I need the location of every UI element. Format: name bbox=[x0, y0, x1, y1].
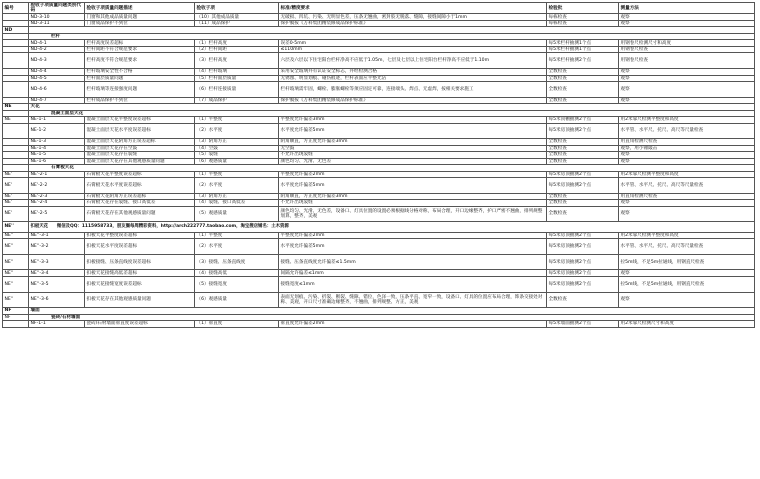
table-cell: NE'-2-4 bbox=[29, 200, 85, 207]
table-cell: （4）空鼓 bbox=[195, 145, 279, 152]
table-cell: 观察 bbox=[619, 292, 755, 308]
table-cell: ND-3-11 bbox=[29, 20, 85, 27]
table-cell: （3）接缝、压条直线度 bbox=[195, 254, 279, 270]
table-cell: 全数检查 bbox=[547, 75, 619, 82]
table-cell: NE' bbox=[3, 206, 29, 222]
table-cell: （2）栏杆间距 bbox=[195, 46, 279, 53]
table-cell: NE' bbox=[3, 200, 29, 207]
table-cell: ≤110mm bbox=[279, 46, 547, 53]
table-cell: 每5米栏杆抽测2个点 bbox=[547, 53, 619, 69]
table-cell: 水平度允许偏差5mm bbox=[279, 178, 547, 194]
table-cell: （4）栏杆玻璃 bbox=[195, 69, 279, 76]
table-cell: （2）水平度 bbox=[195, 239, 279, 255]
section-title: 石膏板天花 bbox=[29, 165, 755, 172]
table-cell: 无破损、凹坑、污染、无明显色差，压条无翘曲，密封胶无脱落、缝隙，接缝间隙小于1mm bbox=[279, 14, 547, 21]
table-cell: ND-4-7 bbox=[29, 97, 85, 104]
section-title: 天花 bbox=[29, 104, 755, 111]
table-cell: 石膏板天花平整度误差超标 bbox=[85, 171, 195, 178]
table-cell: 混凝土面层天花存在空鼓 bbox=[85, 145, 195, 152]
table-cell: NE-1-2 bbox=[29, 123, 85, 139]
table-cell: 扣板接缝、压条直线度误差超标 bbox=[85, 254, 195, 270]
table-cell: （4）接缝高低 bbox=[195, 270, 279, 277]
table-cell: 平整度允许偏差2mm bbox=[279, 171, 547, 178]
table-cell: NE''-3-6 bbox=[29, 292, 85, 308]
table-cell: 门窗和其他成品质量问题 bbox=[85, 14, 195, 21]
table-cell: ND-4-5 bbox=[29, 75, 85, 82]
table-cell: 全数检查 bbox=[547, 206, 619, 222]
section-title: 栏杆 bbox=[29, 33, 755, 40]
table-cell: （2）水平度 bbox=[195, 178, 279, 194]
table-cell: 全数检查 bbox=[547, 139, 619, 146]
table-cell: ND-4-2 bbox=[29, 46, 85, 53]
table-cell: 栏杆玻璃等连接强度问题 bbox=[85, 82, 195, 98]
table-cell: 用2米靠尺检测平整度和高度 bbox=[619, 171, 755, 178]
inspection-table bbox=[2, 2, 755, 328]
table-cell: NE-1-1 bbox=[29, 117, 85, 124]
table-cell: NE bbox=[3, 117, 29, 124]
inspection-sheet bbox=[0, 2, 760, 479]
table-cell: 全数检查 bbox=[547, 200, 619, 207]
section-code: NF bbox=[3, 308, 29, 315]
table-cell: 每5米房顶抽测2个点 bbox=[547, 178, 619, 194]
table-cell: （5）接缝宽度 bbox=[195, 276, 279, 292]
table-cell: 全数检查 bbox=[547, 152, 619, 159]
table-cell: （6）观感质量 bbox=[195, 292, 279, 308]
table-cell: （5）观感质量 bbox=[195, 206, 279, 222]
table-cell: NE'' bbox=[3, 276, 29, 292]
table-cell: 石膏板天花存在其他观感质量问题 bbox=[85, 206, 195, 222]
table-cell: 颜色均匀、光滑、无色差 bbox=[279, 158, 547, 165]
table-cell: 观察 bbox=[619, 97, 755, 104]
table-cell: 用钢卷尺检测尺寸和高度 bbox=[619, 40, 755, 47]
table-row bbox=[3, 292, 755, 308]
table-cell: （5）裂缝 bbox=[195, 152, 279, 159]
table-cell: （2）水平度 bbox=[195, 123, 279, 139]
section-title: 墙面 bbox=[29, 308, 755, 315]
table-cell: 观察，用小锤敲击 bbox=[619, 145, 755, 152]
table-cell: 无锈蚀、明显划痕、碰伤痕迹，栏杆表面应平整光洁 bbox=[279, 75, 547, 82]
table-cell: 全数检查 bbox=[547, 193, 619, 200]
table-cell: 保护膜按《万科集团精装修成品保护标准》 bbox=[279, 97, 547, 104]
table-cell: 每5米房顶抽测2个点 bbox=[547, 171, 619, 178]
table-cell: 石膏板天花阴角方正误差超标 bbox=[85, 193, 195, 200]
table-cell: （1）平整度 bbox=[195, 171, 279, 178]
table-cell: 栏杆玻璃需牢固，螺栓、膨胀螺栓等须应固定可靠，连接端头、焊点、无虚焊，按相关要求施工 bbox=[279, 82, 547, 98]
table-cell: NE'' bbox=[3, 232, 29, 239]
table-cell: NE'-2-3 bbox=[29, 193, 85, 200]
header-cell: 验收子项质量问题描述 bbox=[85, 3, 195, 14]
table-cell: （3）阴角方正 bbox=[195, 139, 279, 146]
table-cell: （1）平整度 bbox=[195, 117, 279, 124]
table-cell: 水平管、水平尺、托尺、高尺等尺量检查 bbox=[619, 123, 755, 139]
table-cell: （1）垂直度 bbox=[195, 321, 279, 328]
table-cell: 混凝土面层天花存在裂缝 bbox=[85, 152, 195, 159]
table-cell: 颜色均匀、光滑、无色差，设备口、灯具位置的设置必须根据线分格对称，布局合理，开口边缘整齐，护口严密不翘曲，排列规整划算，整齐，美观 bbox=[279, 206, 547, 222]
table-cell: 栏杆高度不符合规范要求 bbox=[85, 53, 195, 69]
table-row bbox=[3, 276, 755, 292]
table-cell: 不允许出现裂缝 bbox=[279, 200, 547, 207]
table-cell: 拉5m线，不足5m拉通线，用钢直尺检查 bbox=[619, 254, 755, 270]
table-cell: NE'' bbox=[3, 254, 29, 270]
table-cell: NF-1-1 bbox=[29, 321, 85, 328]
table-cell: 栏杆间距不符合规范要求 bbox=[85, 46, 195, 53]
table-cell: 误差0-5mm bbox=[279, 40, 547, 47]
table-cell: （3）阴角方正 bbox=[195, 193, 279, 200]
table-cell: 每栋检查 bbox=[547, 20, 619, 27]
table-cell: NE' bbox=[3, 193, 29, 200]
table-cell: NE-1-3 bbox=[29, 139, 85, 146]
table-cell: 观察 bbox=[619, 200, 755, 207]
header-cell: 验收子项 bbox=[195, 3, 279, 14]
table-cell: 栏杆高度误差超标 bbox=[85, 40, 195, 47]
table-cell: 每栋检查 bbox=[547, 14, 619, 21]
table-cell: （6）观感质量 bbox=[195, 158, 279, 165]
table-cell: 观察 bbox=[619, 270, 755, 277]
table-cell: 每5米房顶抽测2个点 bbox=[547, 239, 619, 255]
table-cell bbox=[3, 82, 29, 98]
table-cell: 全数检查 bbox=[547, 82, 619, 98]
table-cell: 扣板天花接缝高低差超标 bbox=[85, 270, 195, 277]
table-cell: 每5米栏杆抽测1个点 bbox=[547, 40, 619, 47]
table-cell: 混凝土面层天花存在其他观感质量问题 bbox=[85, 158, 195, 165]
table-cell: 栏杆成品保护不到位 bbox=[85, 97, 195, 104]
table-cell: 瓷砖/石材墙面垂直度误差超标 bbox=[85, 321, 195, 328]
table-cell: 用钢卷尺检查 bbox=[619, 46, 755, 53]
table-cell: ND-4-4 bbox=[29, 69, 85, 76]
table-cell: 栏杆面层质量问题 bbox=[85, 75, 195, 82]
table-cell: 接缝、压条直线度允许偏差≤1.5mm bbox=[279, 254, 547, 270]
table-cell: 全数检查 bbox=[547, 292, 619, 308]
table-cell: NE-1-5 bbox=[29, 152, 85, 159]
table-cell: 栏杆玻璃安全性不合格 bbox=[85, 69, 195, 76]
table-cell: 石膏板天花存在裂缝、接口高低差 bbox=[85, 200, 195, 207]
table-cell: NE''-3-2 bbox=[29, 239, 85, 255]
table-cell: 接缝宽度≤1mm bbox=[279, 276, 547, 292]
table-cell: 全数检查 bbox=[547, 69, 619, 76]
table-cell: ND-4-1 bbox=[29, 40, 85, 47]
table-row bbox=[3, 82, 755, 98]
table-row bbox=[3, 178, 755, 194]
table-row bbox=[3, 206, 755, 222]
table-cell: 混凝土面层天花阴角方正误差超标 bbox=[85, 139, 195, 146]
table-cell: 观察 bbox=[619, 152, 755, 159]
table-cell: NE' bbox=[3, 171, 29, 178]
table-cell: 平整度允许偏差2mm bbox=[279, 232, 547, 239]
table-row bbox=[3, 239, 755, 255]
table-cell: 表面无划痕、污染、折裂、断裂、缝隙、错位，色泽一致，压条平直、宽窄一致，设备口、灯具的位置应布局合理，饰条交接处对称、美观，开口尺寸准确边缘整齐，不翘曲，排列规整、方正，美观 bbox=[279, 292, 547, 308]
table-cell: 石膏板天花水平度误差超标 bbox=[85, 178, 195, 194]
table-cell: （1）平整度 bbox=[195, 232, 279, 239]
table-cell: 全数检查 bbox=[547, 145, 619, 152]
table-cell: 间隔允许偏差≤1mm bbox=[279, 270, 547, 277]
table-cell: 观察 bbox=[619, 206, 755, 222]
table-cell: NE'-2-1 bbox=[29, 171, 85, 178]
table-cell: 全数检查 bbox=[547, 97, 619, 104]
table-cell: NE' bbox=[3, 178, 29, 194]
table-cell: 拉5m线，不足5m拉通线，用钢直尺检查 bbox=[619, 276, 755, 292]
section-title: 混凝土面层天花 bbox=[29, 110, 755, 117]
table-cell: 用2米靠尺检测平整度和高度 bbox=[619, 232, 755, 239]
table-cell: （5）栏杆面层质量 bbox=[195, 75, 279, 82]
table-cell: 每5米墙面抽测2个点 bbox=[547, 321, 619, 328]
table-cell: 扣板天花接缝宽度误差超标 bbox=[85, 276, 195, 292]
table-cell: 混凝土面层天花平整度误差超标 bbox=[85, 117, 195, 124]
table-cell: 平整度允许偏差3mm bbox=[279, 117, 547, 124]
table-cell: 阴角顺直，方正度允许偏差3mm bbox=[279, 193, 547, 200]
table-cell: 阴角顺直，方正度允许偏差3mm bbox=[279, 139, 547, 146]
table-cell: 用直角检测尺检查 bbox=[619, 139, 755, 146]
table-cell: （11）成品保护 bbox=[195, 20, 279, 27]
table-cell: 扣板天花水平度误差超标 bbox=[85, 239, 195, 255]
section-title: 瓷砖/石材墙面 bbox=[29, 314, 755, 321]
header-cell: 测量方法 bbox=[619, 3, 755, 14]
table-cell bbox=[3, 53, 29, 69]
table-cell: 采用安全玻璃并有认证安全标志，并经检测合格 bbox=[279, 69, 547, 76]
table-cell: 每5米房顶抽测2个点 bbox=[547, 254, 619, 270]
table-cell: NE'-2-5 bbox=[29, 206, 85, 222]
table-cell: ND-4-3 bbox=[29, 53, 85, 69]
table-row bbox=[3, 254, 755, 270]
table-cell: 观察 bbox=[619, 20, 755, 27]
table-row bbox=[3, 123, 755, 139]
table-cell: NE''-3-3 bbox=[29, 254, 85, 270]
table-cell: 每5米栏杆抽测1个点 bbox=[547, 46, 619, 53]
table-cell: NE-1-6 bbox=[29, 158, 85, 165]
table-cell: 每5米顶棚抽测2个点 bbox=[547, 117, 619, 124]
table-cell: ND-4-6 bbox=[29, 82, 85, 98]
table-cell: 扣板天花平整度误差超标 bbox=[85, 232, 195, 239]
header-cell: 编号 bbox=[3, 3, 29, 14]
table-cell: 观察 bbox=[619, 82, 755, 98]
table-cell: 扣板天花存在其他观感质量问题 bbox=[85, 292, 195, 308]
section-code: NE bbox=[3, 104, 29, 111]
section-code: ND bbox=[3, 27, 29, 34]
table-cell: 水平度允许偏差5mm bbox=[279, 123, 547, 139]
table-cell: 无空鼓 bbox=[279, 145, 547, 152]
table-cell: 用2米靠尺检测尺寸和高度 bbox=[619, 321, 755, 328]
table-cell: NE''-3-4 bbox=[29, 270, 85, 277]
table-row bbox=[3, 53, 755, 69]
table-cell: （3）栏杆高度 bbox=[195, 53, 279, 69]
table-cell: 观察 bbox=[619, 14, 755, 21]
table-cell: ND-3-10 bbox=[29, 14, 85, 21]
table-cell: （6）栏杆连接质量 bbox=[195, 82, 279, 98]
table-cell: 观察 bbox=[619, 75, 755, 82]
section-code: NE'' bbox=[3, 222, 29, 232]
table-cell: 垂直度允许偏差2mm bbox=[279, 321, 547, 328]
table-cell: 全数检查 bbox=[547, 158, 619, 165]
table-cell: NE'' bbox=[3, 292, 29, 308]
header-cell: 验收子项质量问题类别代码 bbox=[29, 3, 85, 14]
table-cell: （7）成品保护 bbox=[195, 97, 279, 104]
table-cell: 观察 bbox=[619, 69, 755, 76]
banner-row bbox=[3, 222, 755, 232]
table-cell bbox=[3, 321, 29, 328]
table-cell: 门窗成品保护不到位 bbox=[85, 20, 195, 27]
table-cell: 保护膜按《万科集团精装修成品保护标准》 bbox=[279, 20, 547, 27]
table-cell: NE'' bbox=[3, 239, 29, 255]
table-cell: 用钢卷尺检查 bbox=[619, 53, 755, 69]
banner-text: 扣板天花 微信及QQ：1115958733，朋友圈每周精彩资料，http://arch222777.taobao.com，淘宝搜店铺名：土木资源 bbox=[29, 222, 755, 232]
section-code: NF bbox=[3, 314, 29, 321]
table-cell: NE''-3-1 bbox=[29, 232, 85, 239]
table-cell: 每5米房顶抽测2个点 bbox=[547, 276, 619, 292]
table-cell: NE''-3-5 bbox=[29, 276, 85, 292]
table-cell: 不允许出现裂缝 bbox=[279, 152, 547, 159]
header-cell: 检验批 bbox=[547, 3, 619, 14]
table-row bbox=[3, 321, 755, 328]
header-cell: 标准/精度要求 bbox=[279, 3, 547, 14]
table-cell: 水平度允许偏差5mm bbox=[279, 239, 547, 255]
table-cell: NE-1-4 bbox=[29, 145, 85, 152]
table-cell: 混凝土面层天花水平度误差超标 bbox=[85, 123, 195, 139]
table-cell: 水平管、水平尺、托尺、高尺等尺量检查 bbox=[619, 239, 755, 255]
table-cell: NE'' bbox=[3, 270, 29, 277]
table-body bbox=[3, 14, 755, 327]
header-row bbox=[3, 3, 755, 14]
table-cell: 用直角检测尺检查 bbox=[619, 193, 755, 200]
table-cell: NE'-2-2 bbox=[29, 178, 85, 194]
table-cell: 观察 bbox=[619, 158, 755, 165]
table-cell: 六层及六层以下住宅阳台栏杆净高不应低于1.05m，七层及七层以上住宅阳台栏杆净高不应低于1.10m bbox=[279, 53, 547, 69]
table-cell: 每5米房顶抽测2个点 bbox=[547, 270, 619, 277]
table-cell: 每5米房顶抽测2个点 bbox=[547, 232, 619, 239]
table-cell bbox=[3, 123, 29, 139]
table-cell: 每5米房顶抽测2个点 bbox=[547, 123, 619, 139]
table-cell: 用2米靠尺检测平整度和高度 bbox=[619, 117, 755, 124]
table-cell: （4）裂缝、接口高低差 bbox=[195, 200, 279, 207]
table-cell: （10）其他成品质量 bbox=[195, 14, 279, 21]
table-cell: （1）栏杆高度 bbox=[195, 40, 279, 47]
table-cell: 水平管、水平尺、托尺、高尺等尺量检查 bbox=[619, 178, 755, 194]
